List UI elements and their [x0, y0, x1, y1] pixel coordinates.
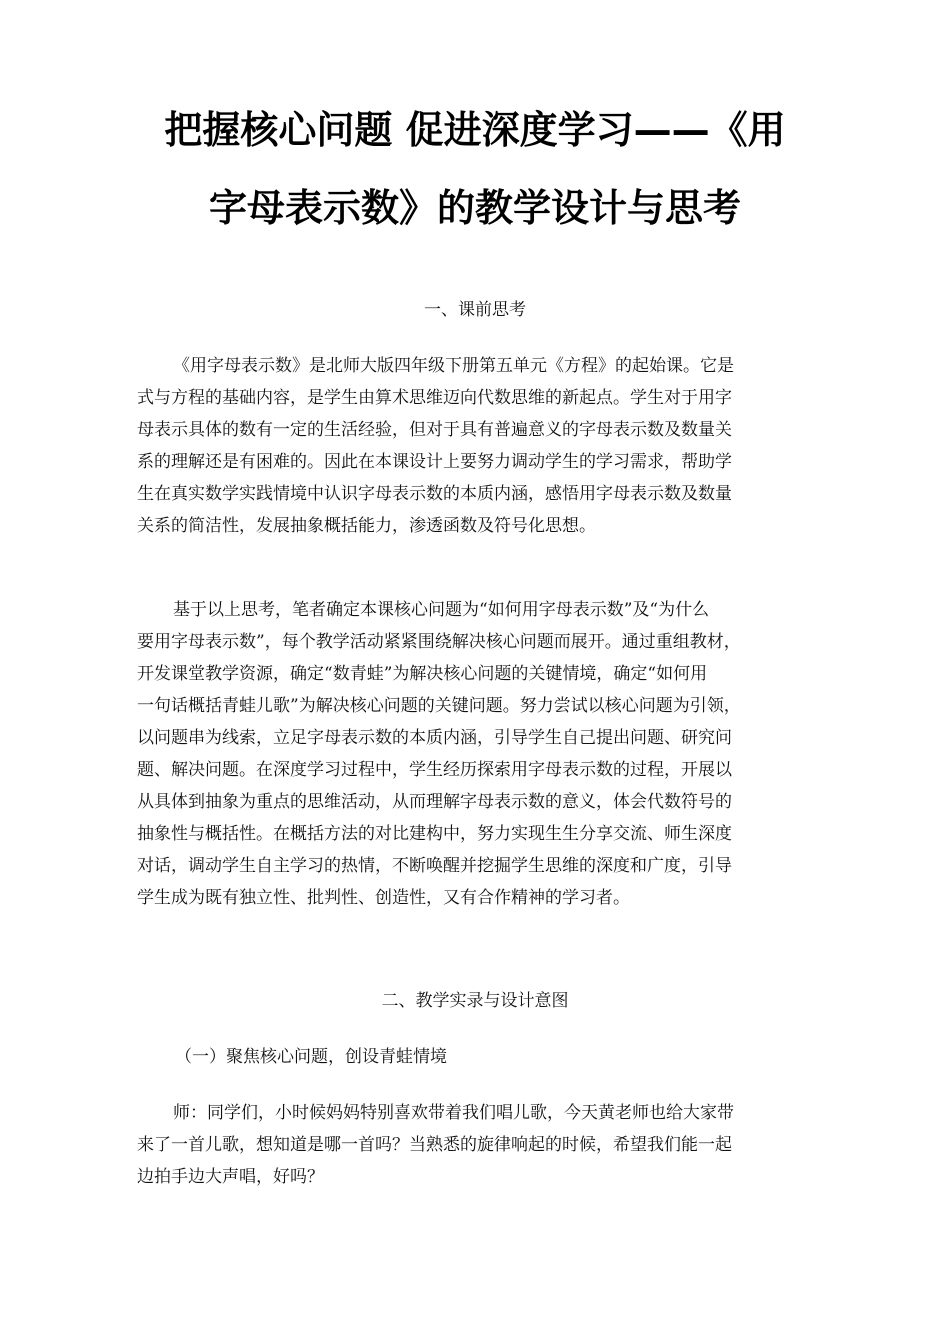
paragraph-teacher-dialogue	[137, 1097, 817, 1193]
section-heading-pre-class-thinking: 一、课前思考	[424, 300, 526, 320]
paragraph-line: 抽象性与概括性。在概括方法的对比建构中，努力实现生生分享交流、师生深度	[137, 824, 732, 844]
paragraph-core-question	[137, 594, 817, 914]
paragraph-line: 《用字母表示数》是北师大版四年级下册第五单元《方程》的起始课。它是	[173, 356, 734, 376]
section-heading-teaching-record: 二、教学实录与设计意图	[381, 991, 569, 1011]
document-title-line-1: 把握核心问题 促进深度学习——《用	[164, 108, 786, 152]
paragraph-line: 关系的简洁性，发展抽象概括能力，渗透函数及符号化思想。	[137, 516, 596, 536]
paragraph-line: 学生成为既有独立性、批判性、创造性，又有合作精神的学习者。	[137, 888, 630, 908]
paragraph-line: 生在真实数学实践情境中认识字母表示数的本质内涵，感悟用字母表示数及数量	[137, 484, 732, 504]
document-title-line-2: 字母表示数》的教学设计与思考	[208, 186, 741, 230]
subsection-heading-frog-scenario: （一）聚焦核心问题，创设青蛙情境	[175, 1047, 447, 1067]
paragraph-line: 对话，调动学生自主学习的热情，不断唤醒并挖掘学生思维的深度和广度，引导	[137, 856, 732, 876]
paragraph-course-overview	[137, 350, 817, 542]
paragraph-line: 从具体到抽象为重点的思维活动，从而理解字母表示数的意义，体会代数符号的	[137, 792, 732, 812]
paragraph-line: 式与方程的基础内容，是学生由算术思维迈向代数思维的新起点。学生对于用字	[137, 388, 732, 408]
paragraph-line: 开发课堂教学资源，确定“数青蛙”为解决核心问题的关键情境，确定“如何用	[137, 664, 708, 684]
paragraph-line: 题、解决问题。在深度学习过程中，学生经历探索用字母表示数的过程，开展以	[137, 760, 732, 780]
paragraph-line: 系的理解还是有困难的。因此在本课设计上要努力调动学生的学习需求，帮助学	[137, 452, 732, 472]
paragraph-line: 来了一首儿歌，想知道是哪一首吗？当熟悉的旋律响起的时候，希望我们能一起	[137, 1135, 732, 1155]
paragraph-line: 基于以上思考，笔者确定本课核心问题为“如何用字母表示数”及“为什么	[173, 600, 710, 620]
paragraph-line: 要用字母表示数”，每个教学活动紧紧围绕解决核心问题而展开。通过重组教材，	[137, 632, 741, 652]
paragraph-line: 母表示具体的数有一定的生活经验，但对于具有普遍意义的字母表示数及数量关	[137, 420, 732, 440]
paragraph-line: 以问题串为线索，立足字母表示数的本质内涵，引导学生自己提出问题、研究问	[137, 728, 732, 748]
paragraph-line: 师：同学们，小时候妈妈特别喜欢带着我们唱儿歌，今天黄老师也给大家带	[173, 1103, 734, 1123]
paragraph-line: 边拍手边大声唱，好吗？	[137, 1167, 324, 1187]
paragraph-line: 一句话概括青蛙儿歌”为解决核心问题的关键问题。努力尝试以核心问题为引领，	[137, 696, 741, 716]
